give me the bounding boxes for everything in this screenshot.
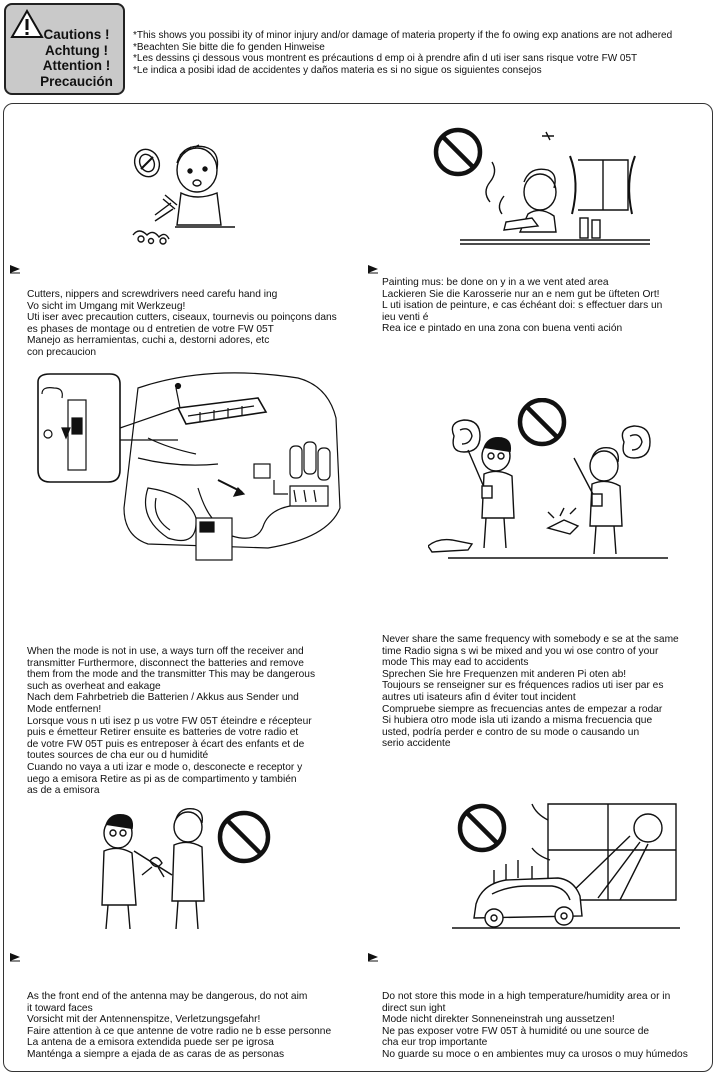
antenna-safety-illustration [92,805,277,935]
text-line: Manténga a siempre a ejada de as caras de as personas [27,1048,285,1060]
section-arrow-icon [367,952,379,962]
antenna-caution-text [27,991,331,1061]
text-line: Ne pas exposer votre FW 05T à humidité ou une source de [382,1025,650,1037]
text-line: Sprechen Sie hre Frequenzen mit anderen Pi oten ab! [382,668,627,680]
text-line: Compruebe siempre as frecuencias antes de empezar a rodar [382,703,663,715]
text-line: Nach dem Fahrbetrieb die Batterien / Akkus aus Sender und [27,692,299,704]
section-arrow-icon [9,952,21,962]
text-line: Vorsicht mit der Antennenspitze, Verletzungsgefahr! [27,1014,261,1026]
text-line: Mode entfernen! [27,703,102,715]
caution-titles [34,27,119,89]
text-line: L uti isation de peinture, e cas échéant doi: s effectuer dars un [382,300,663,312]
caution-intro [133,30,714,76]
text-line: Do not store this mode in a high temperature/humidity area or in [382,991,671,1002]
text-line: direct sun ight [382,1002,446,1014]
frequency-caution-text [382,634,679,750]
painting-ventilation-illustration [420,122,665,252]
text-line: mode This may ead to accidents [382,657,529,669]
text-line: As the front end of the antenna may be dangerous, do not aim [27,991,308,1002]
text-line: Faire attention à ce que antenne de votre radio ne b esse personne [27,1025,332,1037]
text-line: de votre FW 05T puis es entreposer à écart des enfants et de [27,738,305,750]
intro-line: *Les dessins çi dessous vous montrent es précautions d emp oi à prendre afin d uti iser sans risque votre FW 05T [133,53,638,64]
text-line: ieu venti é [382,311,429,323]
text-line: it toward faces [27,1002,93,1014]
child-with-tools-illustration [125,135,240,250]
text-line: Cutters, nippers and screwdrivers need carefu hand ing [27,289,278,300]
text-line: uego a emisora Retire as pi as de compartimento y también [27,773,297,785]
text-line: con precaucion [27,346,97,358]
heat-sunlight-storage-illustration [448,800,683,940]
text-line: transmitter Furthermore, disconnect the batteries and remove [27,657,304,669]
section-arrow-icon [9,264,21,274]
text-line: as de a emisora [27,785,100,797]
text-line: Cuando no vaya a uti izar e mode o, desconecte e receptor y [27,761,303,773]
section-arrow-icon [367,264,379,274]
storage-caution-text [382,991,688,1061]
caution-title-es: Precaución [40,73,113,89]
text-line: No guarde su moce o en ambientes muy ca urosos o muy húmedos [382,1048,688,1060]
text-line: When the mode is not in use, a ways turn off the receiver and [27,646,304,657]
text-line: Mode nicht direkter Sonneneinstrah ung aussetzen! [382,1014,615,1026]
text-line: Toujours se renseigner sur es fréquences radios uti iser par es [382,680,664,692]
text-line: autres uti isateurs afin d éviter tout incident [382,691,576,703]
text-line: Rea ice e pintado en una zona con buena venti ación [382,323,623,335]
text-line: Lackieren Sie die Karosserie nur an e nem gut be üfteten Ort! [382,288,660,300]
text-line: es phases de montage ou d entretien de votre FW 05T [27,323,274,335]
tools-caution-text [27,289,337,359]
text-line: toutes sources de cha eur ou d humidité [27,750,209,762]
chassis-battery-removal-illustration [28,368,348,580]
text-line: Vo sicht im Umgang mit Werkzeug! [27,300,186,312]
power-off-caution-text [27,646,315,797]
text-line: Lorsque vous n uti isez p us votre FW 05T éteindre e récepteur [27,715,312,727]
text-line: puis e émetteur Retirer ensuite es batteries de votre radio et [27,727,299,739]
caution-title-en: Cautions ! [43,27,110,42]
text-line: Uti iser avec precaution cutters, ciseaux, tournevis ou poinçons dans [27,312,337,324]
caution-title-fr: Attention ! [42,58,111,73]
text-line: La antena de a emisora extendida puede ser pe igrosa [27,1037,274,1049]
text-line: Never share the same frequency with somebody e se at the same [382,634,679,645]
text-line: such as overheat and eakage [27,680,161,692]
text-line: them from the mode and the transmitter This may be dangerous [27,669,316,681]
intro-line: *Le indica a posibi idad de accidentes y daños materia es si no sigue os siguientes consejos [133,64,542,76]
text-line: time Radio signa s wi be mixed and you wi ose contro of your [382,645,659,657]
text-line: Manejo as herramientas, cuchi a, destorni adores, etc [27,335,270,347]
text-line: cha eur trop importante [382,1037,488,1049]
text-line: Painting mus: be done on y in a we vent ated area [382,277,609,288]
caution-badge [4,3,125,95]
intro-line: *Beachten Sie bitte die fo genden Hinweise [133,41,325,53]
painting-caution-text [382,277,662,335]
shared-frequency-illustration [428,398,683,563]
text-line: serio accidente [382,738,451,750]
text-line: usted, podría perder e contro de su mode o causando un [382,726,640,738]
text-line: Si hubiera otro mode isla uti izando a misma frecuencia que [382,715,653,727]
intro-line: *This shows you possibi ity of minor injury and/or damage of materia property if the fo owing exp anations are not adhered [133,30,673,41]
caution-title-de: Achtung ! [45,42,108,58]
